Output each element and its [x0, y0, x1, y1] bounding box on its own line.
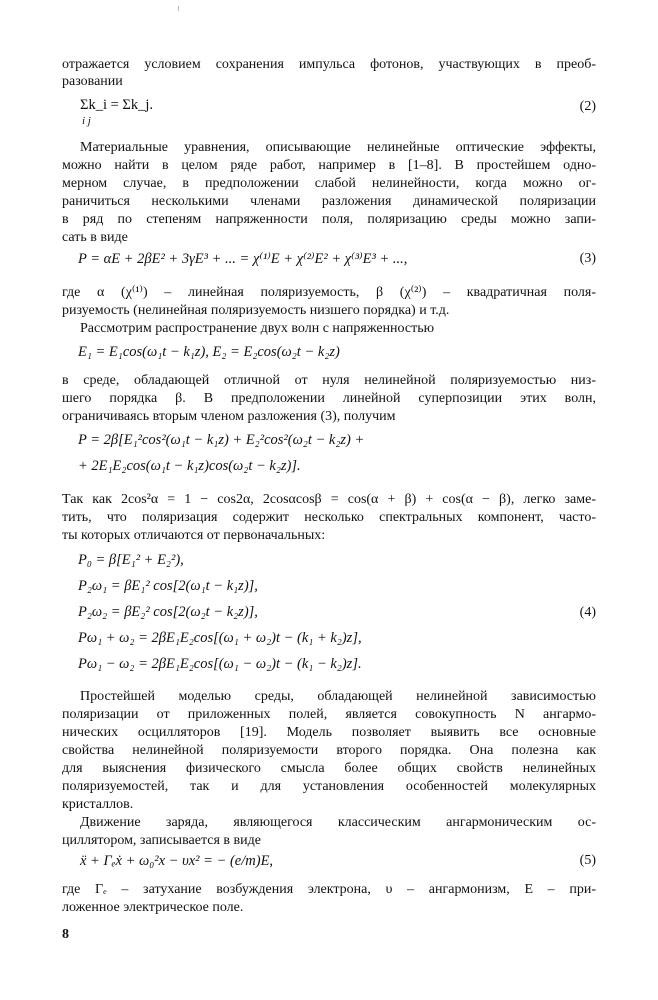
equation-4-line: Pω₁ + ω₂ = 2βE₁E₂cos[(ω₁ + ω₂)t − (k₁ + k₂)z], [78, 630, 362, 646]
equation-polarization-line-1: P = 2β[E₁²cos²(ω₁t − k₁z) + E₂²cos²(ω₂t − k₂z) + [78, 432, 365, 448]
equation-3: P = αE + 2βE² + 3γE³ + ... = χ⁽¹⁾E + χ⁽²⁾E² + χ⁽³⁾E³ + ..., [78, 251, 408, 267]
text-line: поляризации от приложенных полей, является совокупность N ангармо- [62, 707, 596, 722]
equation-number: (3) [579, 251, 596, 266]
text-line: Рассмотрим распространение двух волн с напряженностью [80, 321, 435, 336]
equation-4-line: Pω₁ − ω₂ = 2βE₁E₂cos[(ω₁ − ω₂)t − (k₁ − k₂)z]. [78, 656, 362, 672]
equation-2-subscripts: i j [82, 115, 91, 127]
text-line: Простейшей моделью среды, обладающей нелинейной зависимостью [80, 689, 596, 704]
text-line: шего порядка β. В предположении линейной суперпозиции этих волн, [62, 391, 596, 406]
text-line: отражается условием сохранения импульса фотонов, участвующих в преоб- [62, 57, 596, 72]
text-line: ты которых отличаются от первоначальных: [62, 528, 326, 543]
text-line: в среде, обладающей отличной от нуля нелинейной поляризуемостью низ- [62, 373, 596, 388]
equation-number: (2) [579, 99, 596, 114]
text-line: раничиться несколькими членами разложения динамической поляризации [62, 194, 596, 209]
text-line: Так как 2cos²α = 1 − cos2α, 2cosαcosβ = cos(α + β) + cos(α − β), легко заме- [62, 492, 596, 507]
text-line: поляризуемостей, так и для установления особенностей молекулярных [62, 779, 596, 794]
text-line: Материальные уравнения, описывающие нелинейные оптические эффекты, [80, 140, 596, 155]
text-line: ограничиваясь вторым членом разложения (3), получим [62, 409, 396, 424]
text-line: в ряд по степеням напряженности поля, поляризацию среды можно запи- [62, 212, 596, 227]
equation-number: (5) [579, 853, 596, 868]
text-line: для выяснения физического смысла более общих свойств нелинейных [62, 761, 596, 776]
text-line: где Γₑ – затухание возбуждения электрона, υ – ангармонизм, E – при- [62, 882, 596, 897]
text-line: нических осцилляторов [19]. Модель позволяет выявить все основные [62, 725, 596, 740]
equation-4-line: P₂ω₁ = βE₁² cos[2(ω₁t − k₁z)], [78, 578, 258, 594]
text-line: ризуемость (нелинейная поляризуемость низшего порядка) и т.д. [62, 303, 450, 318]
equation-waves: E₁ = E₁cos(ω₁t − k₁z), E₂ = E₂cos(ω₂t − k₂z) [78, 344, 340, 360]
scan-mark [178, 6, 179, 11]
text-line: где α (χ⁽¹⁾) – линейная поляризуемость, β (χ⁽²⁾) – квадратичная поля- [62, 285, 596, 300]
text-line: тить, что поляризация содержит несколько спектральных компонент, часто- [62, 510, 596, 525]
text-line: циллятором, записывается в виде [62, 833, 261, 848]
text-line: Движение заряда, являющегося классическим ангармоническим ос- [80, 815, 596, 830]
equation-number: (4) [579, 605, 596, 620]
equation-polarization-line-2: + 2E₁E₂cos(ω₁t − k₁z)cos(ω₂t − k₂z)]. [78, 458, 301, 474]
text-line: свойства нелинейной поляризуемости второго порядка. Она полезна как [62, 743, 596, 758]
equation-5: ẍ + Γₑẋ + ω₀²x − υx² = − (e/m)E, [80, 853, 274, 869]
text-line: сать в виде [62, 230, 128, 245]
equation-2: Σk_i = Σk_j. [80, 97, 153, 113]
text-line: кристаллов. [62, 797, 134, 812]
equation-4-line: P₂ω₂ = βE₂² cos[2(ω₂t − k₂z)], [78, 604, 258, 620]
equation-4-line: P₀ = β[E₁² + E₂²), [78, 552, 184, 568]
text-line: мерном случае, в предположении слабой нелинейности, когда можно ог- [62, 176, 596, 191]
page-number: 8 [62, 927, 69, 942]
text-line: разовании [62, 74, 123, 89]
text-line: ложенное электрическое поле. [62, 900, 244, 915]
text-line: можно найти в целом ряде работ, например в [1–8]. В простейшем одно- [62, 158, 596, 173]
